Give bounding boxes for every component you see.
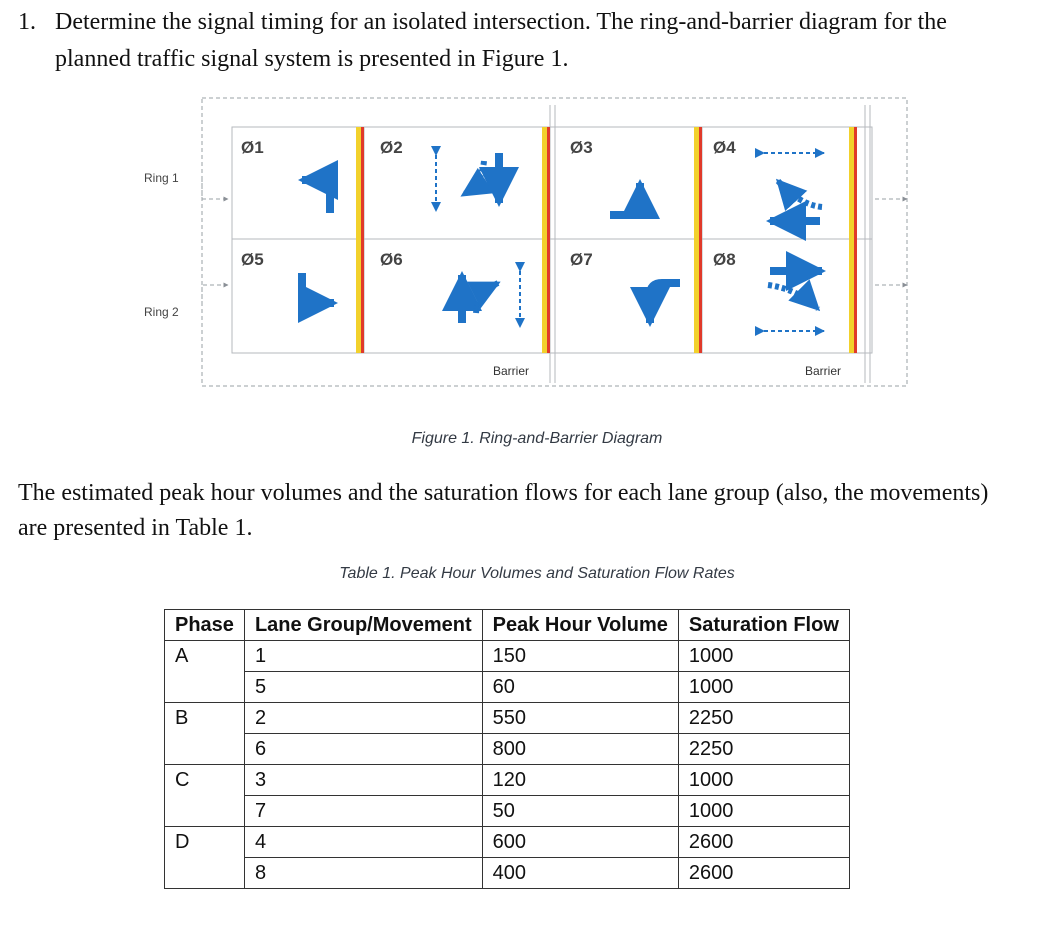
volume-cell: 800 [482, 734, 678, 765]
barrier-label-1: Barrier [493, 364, 530, 378]
table-header-row [165, 610, 850, 641]
phase-cell [165, 734, 245, 765]
figure-caption: Figure 1. Ring-and-Barrier Diagram [411, 430, 663, 447]
flow-cell: 2600 [678, 827, 849, 858]
phase-3-label: Ø3 [570, 138, 593, 157]
flow-cell: 2250 [678, 734, 849, 765]
header-saturation-flow: Saturation Flow [678, 610, 849, 641]
phase-5-label: Ø5 [241, 250, 264, 269]
flow-cell: 2600 [678, 858, 849, 889]
ring-1-entry-arrow [202, 178, 228, 199]
clearance-yellow-4 [849, 127, 854, 353]
phase-6-label: Ø6 [380, 250, 403, 269]
table-row [165, 796, 850, 827]
phase-cell [165, 796, 245, 827]
lane-cell: 6 [244, 734, 482, 765]
lane-cell: 7 [244, 796, 482, 827]
lane-cell: 2 [244, 703, 482, 734]
phase-cell [165, 858, 245, 889]
phase-2-label: Ø2 [380, 138, 403, 157]
lane-cell: 3 [244, 765, 482, 796]
phase-cell: D [165, 827, 245, 858]
phase-cell: A [165, 641, 245, 672]
phase-cell: C [165, 765, 245, 796]
ring-2-label: Ring 2 [144, 305, 179, 319]
ring-1-label: Ring 1 [144, 171, 179, 185]
clearance-yellow-2 [542, 127, 547, 353]
phase-cell [165, 672, 245, 703]
volume-cell: 150 [482, 641, 678, 672]
clearance-yellow-3 [694, 127, 699, 353]
phase-4-label: Ø4 [713, 138, 736, 157]
problem-number: 1. [18, 9, 36, 35]
flow-cell: 1000 [678, 765, 849, 796]
table-row [165, 734, 850, 765]
header-peak-volume: Peak Hour Volume [482, 610, 678, 641]
clearance-red-2 [547, 127, 550, 353]
lane-cell: 8 [244, 858, 482, 889]
flow-cell: 1000 [678, 641, 849, 672]
problem-line-1 [18, 4, 1024, 41]
phase-8-label: Ø8 [713, 250, 736, 269]
intro-paragraph: The estimated peak hour volumes and the saturation flows for each lane group (also, the movements) are presented in Table 1. [18, 480, 989, 541]
table-row [165, 827, 850, 858]
volume-cell: 50 [482, 796, 678, 827]
clearance-red-4 [854, 127, 857, 353]
flow-cell: 1000 [678, 796, 849, 827]
flow-cell: 2250 [678, 703, 849, 734]
phase-grid [232, 127, 872, 353]
table-row [165, 703, 850, 734]
phase-1-label: Ø1 [241, 138, 264, 157]
ring-2-entry-arrow [202, 285, 228, 305]
lane-cell: 5 [244, 672, 482, 703]
lane-cell: 4 [244, 827, 482, 858]
table-caption: Table 1. Peak Hour Volumes and Saturation Flow Rates [339, 565, 735, 582]
barrier-label-2: Barrier [805, 364, 842, 378]
flow-cell: 1000 [678, 672, 849, 703]
header-phase: Phase [165, 610, 245, 641]
volume-cell: 400 [482, 858, 678, 889]
ring-barrier-diagram [144, 95, 920, 405]
table-row [165, 672, 850, 703]
clearance-yellow-1 [356, 127, 361, 353]
table-row [165, 765, 850, 796]
header-lane-group: Lane Group/Movement [244, 610, 482, 641]
table-row [165, 858, 850, 889]
phase-7-label: Ø7 [570, 250, 593, 269]
clearance-red-1 [361, 127, 364, 353]
table-row [165, 641, 850, 672]
volume-cell: 600 [482, 827, 678, 858]
phase-cell: B [165, 703, 245, 734]
problem-line-2: planned traffic signal system is presented in Figure 1. [55, 46, 569, 72]
volume-cell: 60 [482, 672, 678, 703]
volume-cell: 120 [482, 765, 678, 796]
clearance-red-3 [699, 127, 702, 353]
problem-statement [18, 4, 1024, 78]
volume-table [164, 609, 850, 889]
volume-cell: 550 [482, 703, 678, 734]
problem-text-1: Determine the signal timing for an isolated intersection. The ring-and-barrier diagram for the [55, 9, 947, 35]
lane-cell: 1 [244, 641, 482, 672]
